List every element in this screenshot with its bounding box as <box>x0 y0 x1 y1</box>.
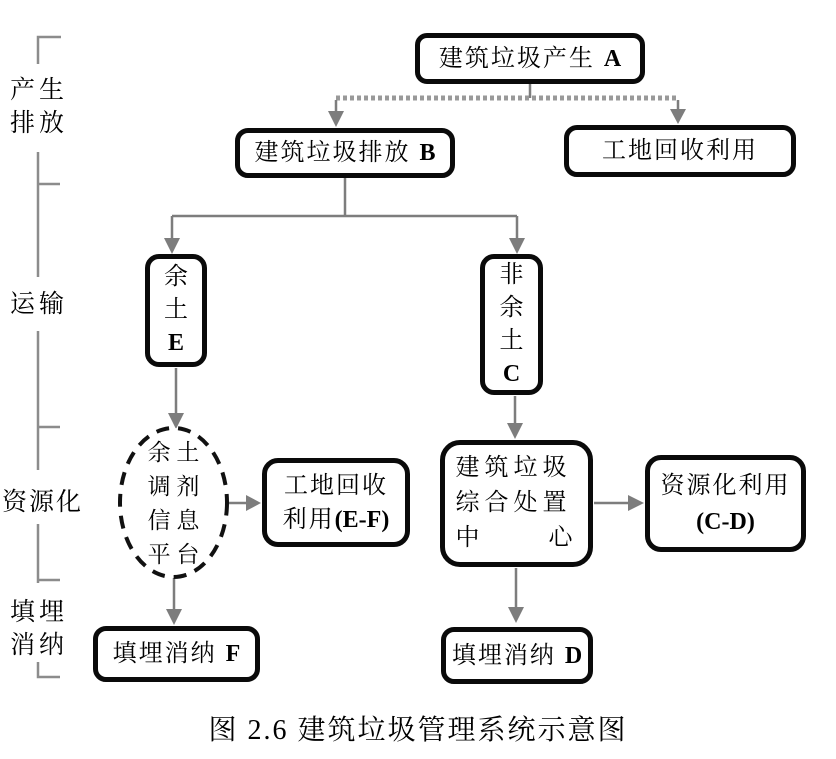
node-label: 余 土 <box>147 440 200 465</box>
node-soil-exchange-platform <box>120 436 227 572</box>
stage-line: 运输 <box>10 291 69 318</box>
node-label-block <box>456 451 578 556</box>
stage-line: 填埋 <box>10 599 69 626</box>
node-label: 信 息 <box>147 508 200 533</box>
figure-caption: 图 2.6 建筑垃圾管理系统示意图 <box>208 715 628 746</box>
node-label: 工地回收 <box>284 472 388 499</box>
node-label: 土 <box>164 297 188 323</box>
node-code: D <box>564 642 583 669</box>
node-label: 调 剂 <box>147 474 200 499</box>
arrowhead-to-center <box>507 423 523 439</box>
node-label: 填埋消纳 <box>451 642 556 669</box>
node-label: 工地回收利用 <box>602 138 758 164</box>
stage-line: 排放 <box>10 110 69 137</box>
node-label: 资源化利用 <box>660 472 791 499</box>
arrowhead-to-ef <box>246 495 261 511</box>
node-site-recycling <box>564 125 796 177</box>
node-code: B <box>419 140 436 166</box>
node-code: A <box>603 45 622 72</box>
node-comprehensive-disposal-center <box>440 440 593 567</box>
node-code: (C-D) <box>696 508 755 535</box>
stage-label-generation-discharge <box>10 74 68 140</box>
node-label: 余 <box>164 264 188 290</box>
stage-line: 资源化 <box>2 489 84 516</box>
node-non-surplus-soil-c <box>480 254 543 395</box>
node-label: 中 <box>455 525 480 551</box>
stage-label-landfill <box>10 596 68 662</box>
stage-label-transport <box>10 288 68 321</box>
arrowhead-to-site-recycle <box>670 109 686 124</box>
stage-line: 产生 <box>10 77 69 104</box>
node-site-recycling-ef <box>262 458 410 547</box>
arrowhead-to-d <box>508 607 524 623</box>
node-waste-generation-a <box>415 33 645 84</box>
node-label: 建筑垃圾产生 <box>438 45 595 72</box>
bracket-top-corner <box>38 37 61 64</box>
node-landfill-d <box>441 627 593 684</box>
node-label: 非 <box>499 261 524 288</box>
stage-label-resourcization <box>2 486 83 519</box>
arrowhead-to-platform <box>168 413 184 429</box>
node-label: 填埋消纳 <box>112 641 217 667</box>
stage-line: 消纳 <box>10 632 69 659</box>
node-label: 建筑垃圾 <box>455 455 572 481</box>
node-code: C <box>502 360 521 387</box>
node-landfill-f <box>93 626 260 682</box>
node-label: 建筑垃圾排放 <box>254 140 411 166</box>
node-code: F <box>225 641 241 667</box>
arrowhead-to-f <box>166 609 182 625</box>
node-code: (E-F) <box>334 506 390 533</box>
node-label: 利用 <box>282 506 335 533</box>
node-label: 心 <box>548 525 573 551</box>
node-label: 余 <box>499 294 524 321</box>
node-resource-utilization-cd <box>645 455 806 552</box>
node-label: 综合处置 <box>455 490 572 516</box>
node-code: E <box>167 330 184 356</box>
node-label <box>283 503 390 537</box>
arrowhead-to-e <box>164 238 180 254</box>
node-label <box>456 521 573 556</box>
node-label: 平 台 <box>147 542 200 567</box>
arrowhead-to-cd <box>628 495 644 511</box>
node-label: 土 <box>499 327 524 354</box>
node-waste-discharge-b <box>235 128 455 178</box>
arrowhead-to-c <box>509 238 525 254</box>
node-surplus-soil-e <box>145 254 207 367</box>
arrowhead-to-b <box>328 111 344 127</box>
bracket-bottom-corner <box>38 662 60 677</box>
